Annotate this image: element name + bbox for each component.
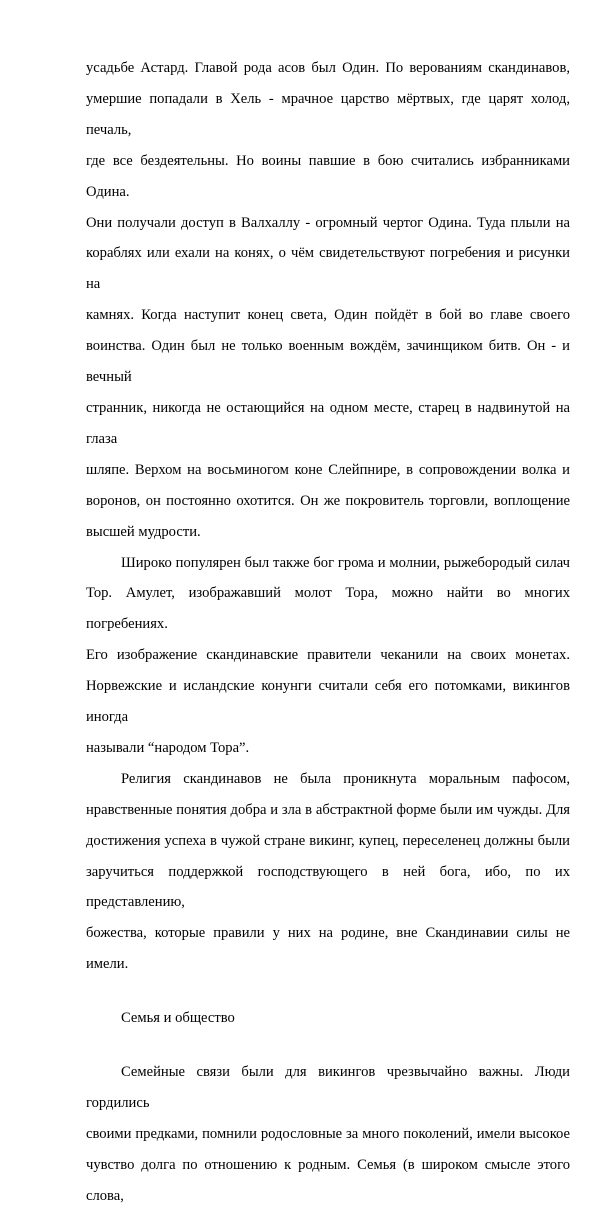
paragraph-family [86, 1057, 570, 1212]
paragraph-odin [86, 53, 570, 548]
text-line: где все бездеятельны. Но воины павшие в бою считались избранниками Одина. [86, 152, 570, 200]
text-line-first: Религия скандинавов не была проникнута моральным пафосом, [121, 770, 570, 787]
text-line-last: божества, которые правили у них на родине, вне Скандинавии силы не имели. [86, 925, 570, 973]
text-line: Тор. Амулет, изображавший молот Тора, можно найти во многих погребениях. [86, 585, 570, 633]
text-line: нравственные понятия добра и зла в абстрактной форме были им чужды. Для [86, 801, 570, 818]
text-line: Его изображение скандинавские правители чеканили на своих монетах. [86, 647, 570, 664]
text-line: Норвежские и исландские конунги считали себя его потомками, викингов иногда [86, 678, 570, 726]
text-line-first: Семейные связи были для викингов чрезвычайно важны. Люди гордились [86, 1064, 570, 1111]
text-line: достижения успеха в чужой стране викинг, купец, переселенец должны были [86, 832, 570, 849]
section-heading: Семья и общество [121, 1010, 235, 1027]
text-line: шляпе. Верхом на восьминогом коне Слейпнире, в сопровождении волка и [86, 461, 570, 478]
text-line: странник, никогда не остающийся на одном месте, старец в надвинутой на глаза [86, 399, 570, 447]
text-line: воинства. Один был не только военным вождём, зачинщиком битв. Он - и вечный [86, 338, 570, 386]
text-line: камнях. Когда наступит конец света, Один пойдёт в бой во главе своего [86, 307, 570, 324]
text-line: заручиться поддержкой господствующего в ней бога, ибо, по их представлению, [86, 863, 570, 911]
heading-spacer [86, 1034, 570, 1057]
text-line-first: Широко популярен был также бог грома и молнии, рыжебородый силач [121, 554, 570, 571]
text-line: Они получали доступ в Валхаллу - огромный чертог Одина. Туда плыли на [86, 214, 570, 231]
text-line: умершие попадали в Хель - мрачное царство мёртвых, где царят холод, печаль, [86, 90, 570, 138]
text-line: усадьбе Астард. Главой рода асов был Один. По верованиям скандинавов, [86, 60, 570, 76]
text-line: воронов, он постоянно охотится. Он же покровитель торговли, воплощение [86, 492, 570, 509]
text-line: своими предками, помнили родословные за много поколений, имели высокое [86, 1125, 570, 1142]
paragraph-thor [86, 548, 570, 764]
text-line: чувство долга по отношению к родным. Семья (в широком смысле этого слова, [86, 1156, 570, 1204]
document-body [86, 53, 570, 1212]
text-line: кораблях или ехали на конях, о чём свидетельствуют погребения и рисунки на [86, 245, 570, 293]
text-line-last: высшей мудрости. [86, 523, 201, 540]
text-line-last: называли “народом Тора”. [86, 739, 250, 756]
paragraph-religion [86, 764, 570, 980]
